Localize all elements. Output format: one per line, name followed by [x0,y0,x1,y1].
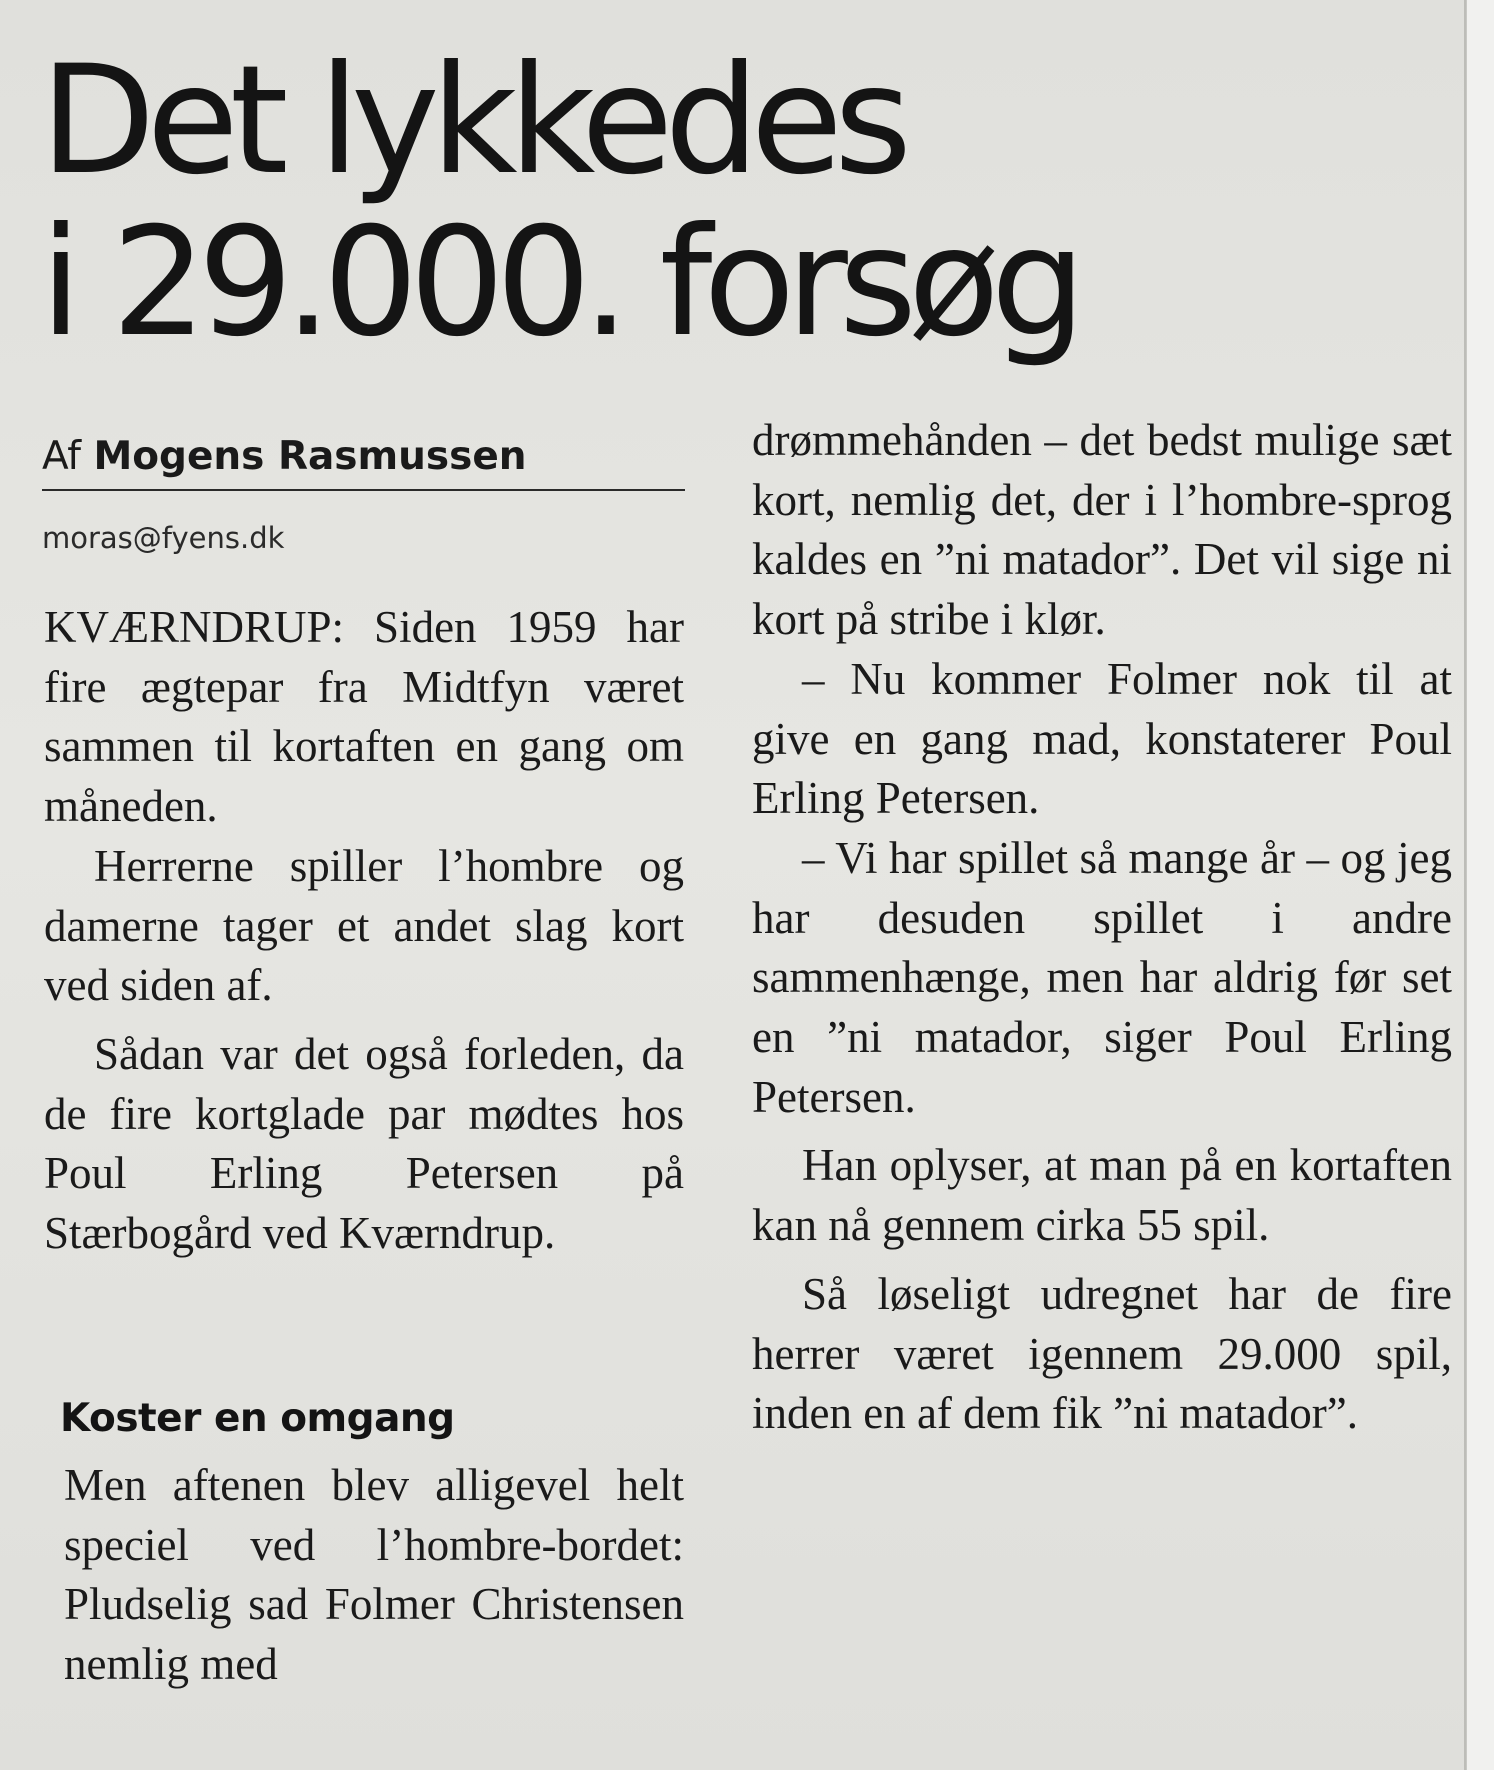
paragraph-meeting: Sådan var det også forleden, da de fire kortglade par mødtes hos Poul Erling Petersen på Stærbogård ved Kværndrup. [44,1028,684,1259]
paragraph-quote-years: – Vi har spillet så mange år – og jeg har desuden spillet i andre sammenhænge, men har aldrig før set en ”ni matador, siger Poul Erling Petersen. [752,832,1452,1122]
paragraph-quote-folmer: – Nu kommer Folmer nok til at give en gang mad, konstaterer Poul Erling Petersen. [752,653,1452,824]
subheading: Koster en omgang [60,1396,455,1441]
headline-line-1: Det lykkedes [40,34,904,208]
article-column-right [752,411,1452,1444]
headline-line-2: i 29.000. forsøg [40,196,1077,370]
paragraph-dream-hand: drømmehånden – det bedst mulige sæt kort, nemlig det, der i l’hombre-sprog kaldes en ”ni matador”. Det vil sige ni kort på stribe i klør. [752,415,1452,645]
paragraph-games-per-evening: Han oplyser, at man på en kortaften kan nå gennem cirka 55 spil. [752,1140,1452,1251]
article-column-left-lower [64,1456,684,1695]
paragraph-lhombre: Herrerne spiller l’hombre og damerne tager et andet slag kort ved siden af. [44,840,684,1011]
article-column-left [44,598,684,1264]
paragraph-calculation: Så løseligt udregnet har de fire herrer været igennem 29.000 spil, inden en af dem fik ”ni matador”. [752,1268,1452,1439]
byline-prefix: Af [42,434,82,479]
paragraph-evening: Men aftenen blev alligevel helt speciel ved l’hombre-bordet: Pludselig sad Folmer Christensen nemlig med [64,1460,684,1690]
paragraph-intro: KVÆRNDRUP: Siden 1959 har fire ægtepar fra Midtfyn været sammen til kortaften en gang om måneden. [44,602,684,832]
page-edge [1466,0,1494,1770]
byline-author: Mogens Rasmussen [93,434,527,479]
byline-divider [42,489,685,491]
author-email: moras@fyens.dk [42,521,285,555]
headline [40,34,1100,370]
byline [42,432,682,482]
